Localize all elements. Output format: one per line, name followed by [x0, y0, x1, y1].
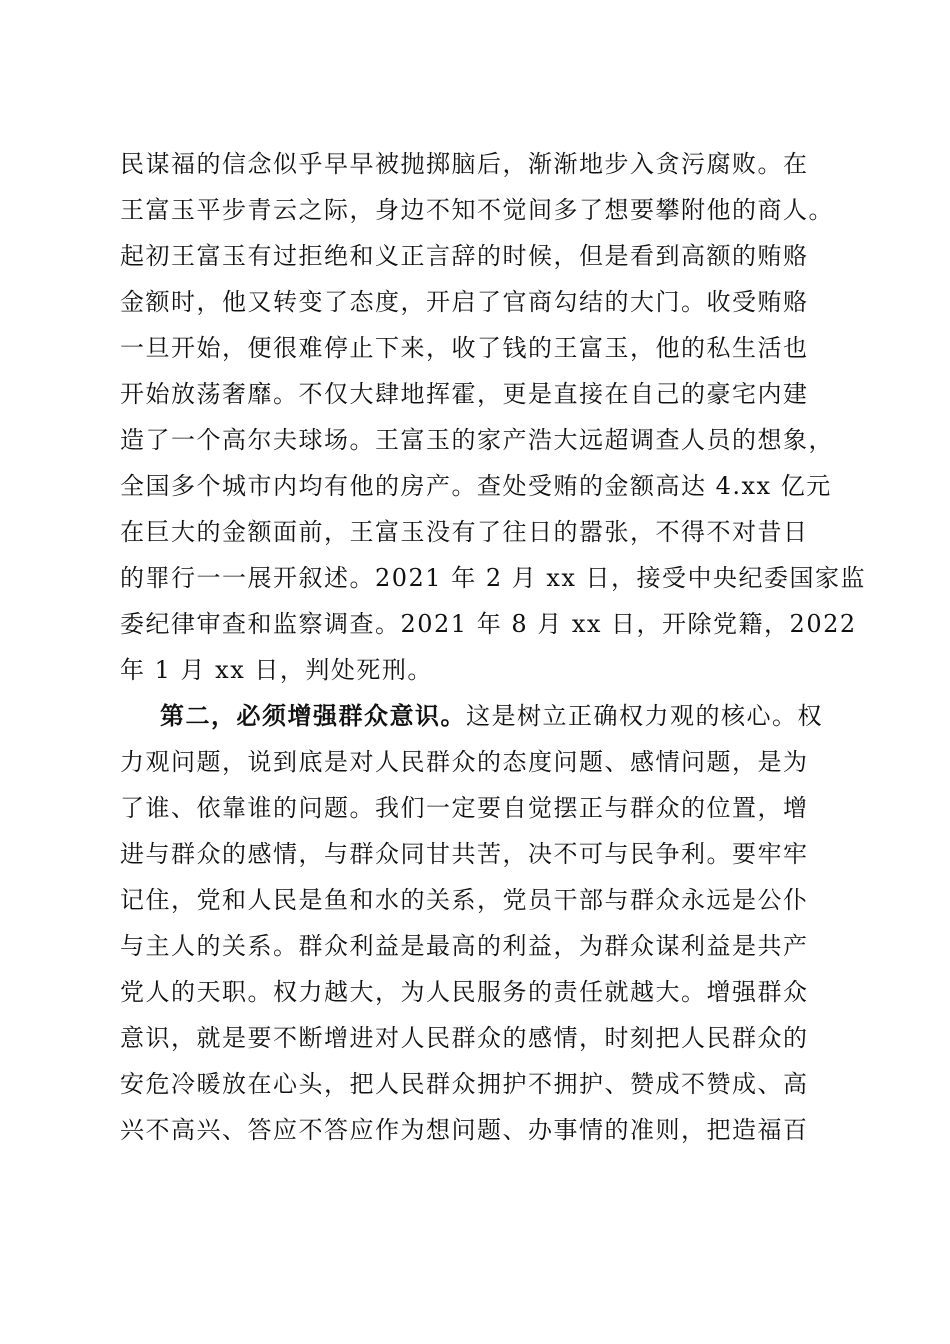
text-line: 造了一个高尔夫球场。王富玉的家产浩大远超调查人员的想象， — [120, 426, 834, 454]
text-line: 兴不高兴、答应不答应作为想问题、办事情的准则，把造福百 — [120, 1116, 809, 1144]
text-line: 开始放荡奢靡。不仅大肆地挥霍，更是直接在自己的豪宅内建 — [120, 380, 809, 408]
text-line: 的罪行一一展开叙述。2021 年 2 月 xx 日，接受中央纪委国家监 — [120, 564, 867, 592]
text-line: 王富玉平步青云之际，身边不知不觉间多了想要攀附他的商人。 — [120, 196, 834, 224]
text-line: 与主人的关系。群众利益是最高的利益，为群众谋利益是共产 — [120, 932, 809, 960]
text-line: 记住，党和人民是鱼和水的关系，党员干部与群众永远是公仆 — [120, 886, 809, 914]
text-line: 党人的天职。权力越大，为人民服务的责任就越大。增强群众 — [120, 978, 809, 1006]
text-line: 在巨大的金额面前，王富玉没有了往日的嚣张，不得不对昔日 — [120, 518, 809, 546]
text-line-first — [120, 693, 840, 739]
text-line: 一旦开始，便很难停止下来，收了钱的王富玉，他的私生活也 — [120, 334, 809, 362]
paragraph-2 — [120, 693, 840, 1153]
text-line: 了谁、依靠谁的问题。我们一定要自觉摆正与群众的位置，增 — [120, 794, 809, 822]
text-line: 安危冷暖放在心头，把人民群众拥护不拥护、赞成不赞成、高 — [120, 1070, 809, 1098]
text-line: 进与群众的感情，与群众同甘共苦，决不可与民争利。要牢牢 — [120, 840, 809, 868]
text-line: 金额时，他又转变了态度，开启了官商勾结的大门。收受贿赂 — [120, 288, 809, 316]
text-line: 意识，就是要不断增进对人民群众的感情，时刻把人民群众的 — [120, 1024, 809, 1052]
text-line: 力观问题，说到底是对人民群众的态度问题、感情问题，是为 — [120, 748, 809, 776]
heading-continuation: 这是树立正确权力观的核心。权 — [466, 702, 823, 730]
paragraph-1 — [120, 141, 867, 693]
section-heading: 第二，必须增强群众意识。 — [160, 701, 466, 730]
text-line: 全国多个城市内均有他的房产。查处受贿的金额高达 4.xx 亿元 — [120, 472, 832, 500]
text-line: 民谋福的信念似乎早早被抛掷脑后，渐渐地步入贪污腐败。在 — [120, 150, 809, 178]
text-line: 起初王富玉有过拒绝和义正言辞的时候，但是看到高额的贿赂 — [120, 242, 809, 270]
text-line: 委纪律审查和监察调查。2021 年 8 月 xx 日，开除党籍，2022 — [120, 610, 857, 638]
text-line: 年 1 月 xx 日，判处死刑。 — [120, 656, 433, 684]
